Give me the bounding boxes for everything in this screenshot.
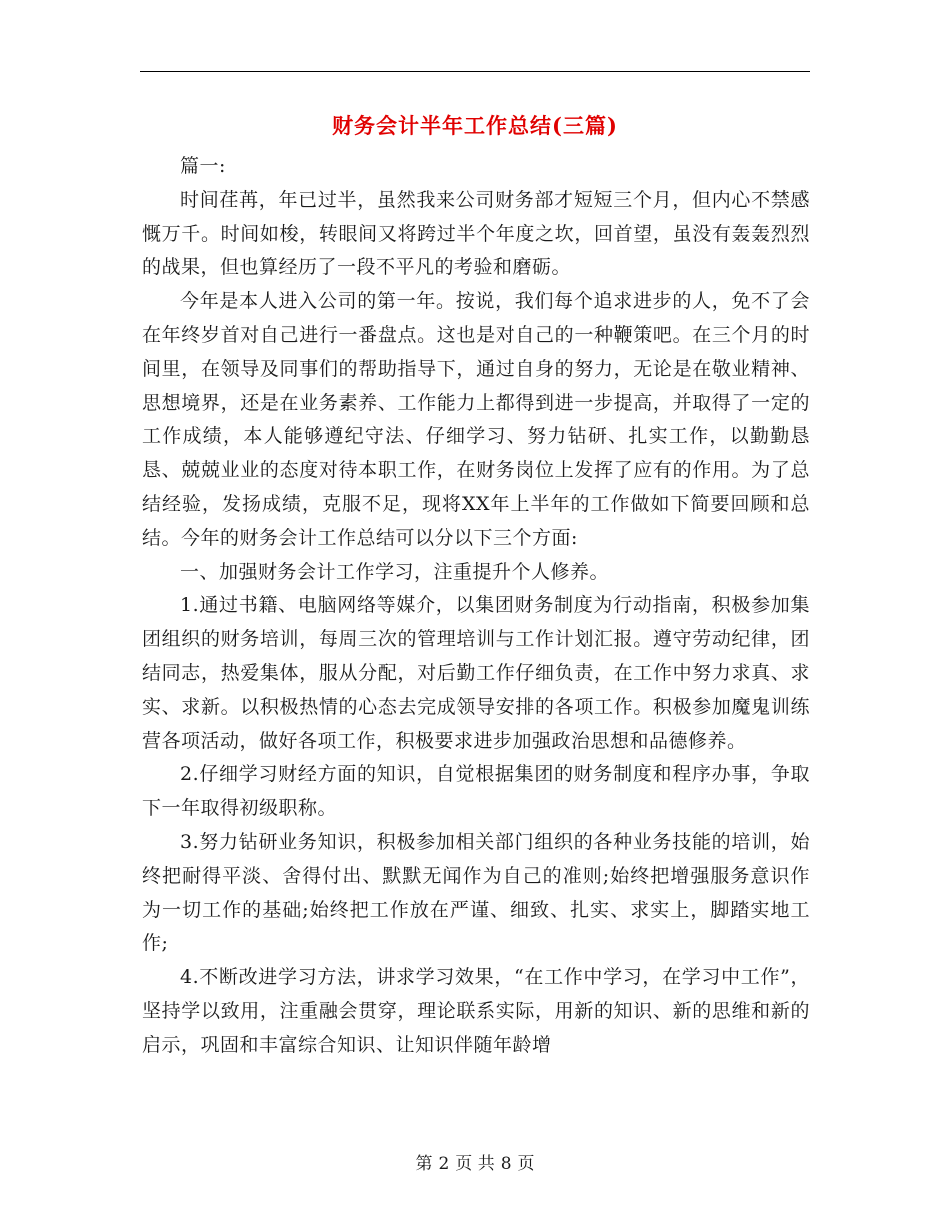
paragraph: 时间荏苒，年已过半，虽然我来公司财务部才短短三个月，但内心不禁感慨万千。时间如梭，转眼间又将跨过半个年度之坎，回首望，虽没有轰轰烈烈的战果，但也算经历了一段不平凡的考验和磨砺。	[142, 188, 810, 279]
page-footer	[0, 1152, 950, 1176]
footer-page-number: 2	[438, 1154, 450, 1174]
paragraph: 今年是本人进入公司的第一年。按说，我们每个追求进步的人，免不了会在年终岁首对自己进行一番盘点。这也是对自己的一种鞭策吧。在三个月的时间里，在领导及同事们的帮助指导下，通过自身的努力，无论是在敬业精神、思想境界，还是在业务素养、工作能力上都得到进一步提高，并取得了一定的工作成绩，本人能够遵纪守法、仔细学习、努力钻研、扎实工作，以勤勤恳恳、兢兢业业的态度对待本职工作，在财务岗位上发挥了应有的作用。为了总结经验，发扬成绩，克服不足，现将XX年上半年的工作做如下简要回顾和总结。今年的财务会计工作总结可以分以下三个方面:	[142, 290, 810, 549]
paragraph: 2.仔细学习财经方面的知识，自觉根据集团的财务制度和程序办事，争取下一年取得初级职称。	[142, 763, 810, 820]
footer-prefix: 第	[415, 1154, 433, 1174]
paragraph: 3.努力钻研业务知识，积极参加相关部门组织的各种业务技能的培训，始终把耐得平淡、舍得付出、默默无闻作为自己的准则;始终把增强服务意识作为一切工作的基础;始终把工作放在严谨、细致、扎实、求实上，脚踏实地工作;	[142, 830, 810, 955]
header-rule	[140, 71, 810, 72]
footer-suffix: 页	[517, 1154, 535, 1174]
section-heading: 篇一:	[180, 155, 226, 177]
document-body	[142, 150, 810, 1063]
paragraph: 1.通过书籍、电脑网络等媒介，以集团财务制度为行动指南，积极参加集团组织的财务培训，每周三次的管理培训与工作计划汇报。遵守劳动纪律，团结同志，热爱集体，服从分配，对后勤工作仔细负责，在工作中努力求真、求实、求新。以积极热情的心态去完成领导安排的各项工作。积极参加魔鬼训练营各项活动，做好各项工作，积极要求进步加强政治思想和品德修养。	[142, 594, 810, 752]
subsection-heading: 一、加强财务会计工作学习，注重提升个人修养。	[180, 560, 610, 583]
document-title: 财务会计半年工作总结(三篇)	[332, 113, 618, 138]
footer-total-pages: 8	[500, 1154, 512, 1174]
footer-middle: 页 共	[455, 1154, 495, 1174]
paragraph: 4.不断改进学习方法，讲求学习效果，“在工作中学习，在学习中工作”，坚持学以致用，注重融会贯穿，理论联系实际，用新的知识、新的思维和新的启示，巩固和丰富综合知识、让知识伴随年龄增	[142, 966, 810, 1056]
